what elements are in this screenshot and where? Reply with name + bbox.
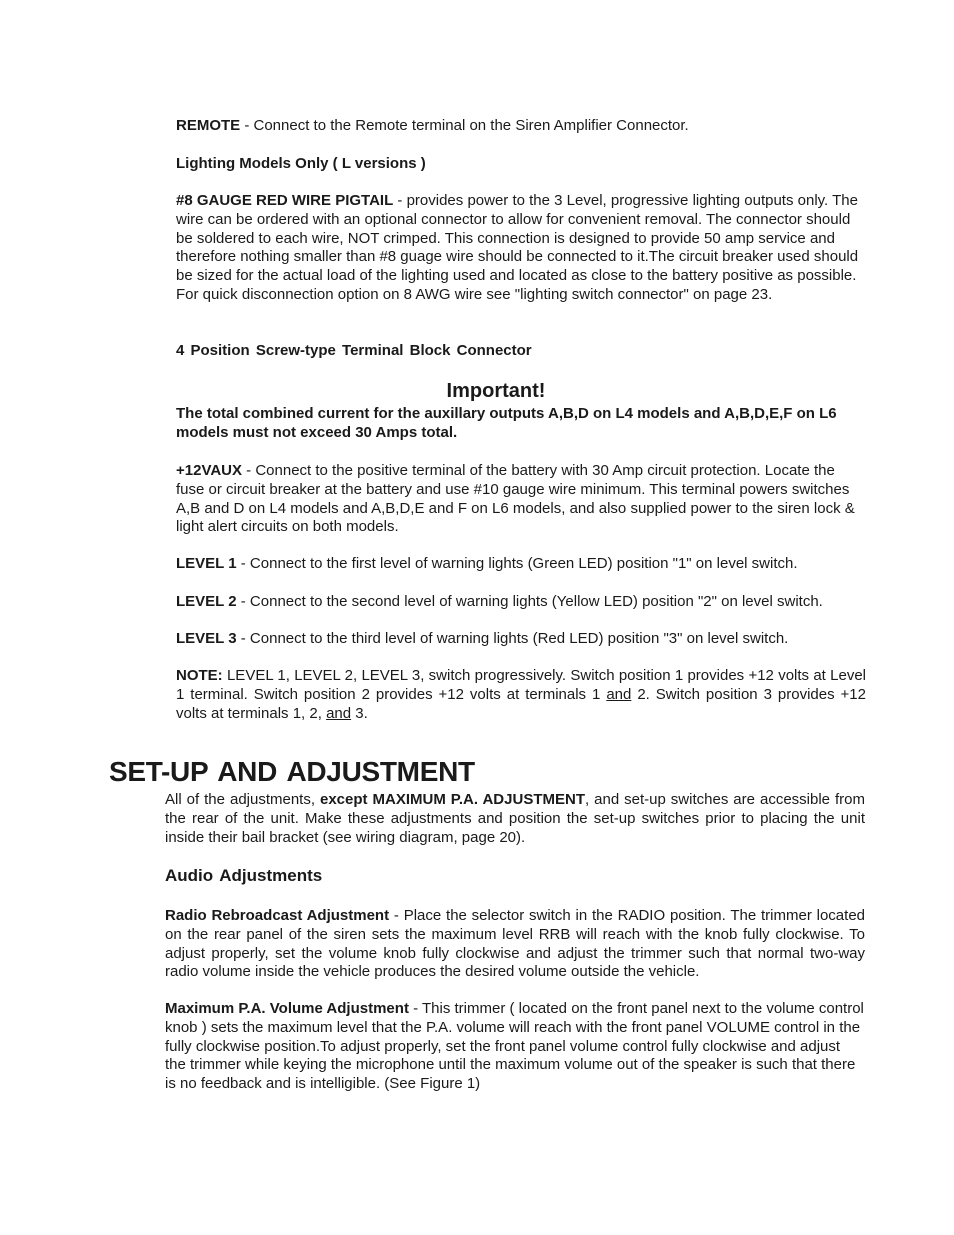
level1-label: LEVEL 1 <box>176 555 237 572</box>
note-label: NOTE: <box>176 667 223 684</box>
pigtail-text: - provides power to the 3 Level, progressive lighting outputs only. The wire can be ordered with an optional connector to allow for convenient removal. The connector should be soldered to each wire, NOT crimped. This connection is designed to provide 50 amp service and therefore nothing smaller than #8 guage wire should be connected to it.The circuit breaker used should be sized for the actual load of the lighting used and located as close to the battery positive as possible. For quick disconnection option on 8 AWG wire see "lighting switch connector" on page 23. <box>176 192 859 303</box>
remote-label: REMOTE <box>176 117 241 134</box>
important-paragraph <box>176 405 866 443</box>
audio-adjustments-heading: Audio Adjustments <box>165 866 323 885</box>
level3-label: LEVEL 3 <box>176 630 237 647</box>
remote-paragraph <box>176 117 866 136</box>
note-and-2: and <box>326 704 352 722</box>
note-paragraph: NOTE: LEVEL 1, LEVEL 2, LEVEL 3, switch progressively. Switch position 1 provides +12 volts at Level 1 terminal. Switch position 2 provides +12 volts at terminals 1 and 2. Switch position 3 provides +12 volts at terminals 1, 2, and 3. <box>176 667 866 722</box>
aux12v-text: - Connect to the positive terminal of the battery with 30 Amp circuit protection. Locate the fuse or circuit breaker at the battery and use #10 gauge wire minimum. This terminal powers switches A,B and D on L4 models and A,B,D,E and F on L6 models, and also supplied power to the siren lock & light alert circuits on both models. <box>176 462 855 536</box>
radio-rebroadcast-paragraph: Radio Rebroadcast Adjustment - Place the selector switch in the RADIO position. The trimmer located on the rear panel of the siren sets the maximum level RRB will reach with the knob fully clockwise. To adjust properly, set the volume knob fully clockwise and adjust the trimmer such that normal two-way radio volume inside the vehicle produces the desired volume outside the vehicle. <box>165 907 865 981</box>
terminal-block-heading: 4 Position Screw-type Terminal Block Connector <box>176 342 532 359</box>
pigtail-label: #8 GAUGE RED WIRE PIGTAIL <box>176 192 394 209</box>
setup-intro-bold: except MAXIMUM P.A. ADJUSTMENT <box>320 791 585 808</box>
lighting-models-heading: Lighting Models Only ( L versions ) <box>176 155 426 172</box>
pigtail-paragraph <box>176 192 866 305</box>
level2-label: LEVEL 2 <box>176 593 237 610</box>
note-and-1: and <box>606 685 632 703</box>
pa-volume-paragraph: Maximum P.A. Volume Adjustment - This trimmer ( located on the front panel next to the volume control knob ) sets the maximum level that the P.A. volume will reach with the front panel VOLUME control in the fully clockwise position.To adjust properly, set the front panel volume control fully clockwise and adjust the trimmer while keying the microphone until the maximum volume out of the speaker is such that there is no feedback and is intelligible. (See Figure 1) <box>165 1000 864 1093</box>
level3-text: - Connect to the third level of warning lights (Red LED) position "3" on level switch. <box>236 630 789 647</box>
level2-paragraph <box>176 593 866 612</box>
level3-paragraph <box>176 630 866 649</box>
level2-text: - Connect to the second level of warning lights (Yellow LED) position "2" on level switch. <box>236 593 823 610</box>
remote-text: - Connect to the Remote terminal on the Siren Amplifier Connector. <box>240 117 689 134</box>
aux12v-label: +12VAUX <box>176 462 243 479</box>
pa-volume-label: Maximum P.A. Volume Adjustment <box>165 1000 409 1017</box>
level1-text: - Connect to the first level of warning lights (Green LED) position "1" on level switch. <box>236 555 798 572</box>
setup-intro-paragraph: All of the adjustments, except MAXIMUM P.A. ADJUSTMENT, and set-up switches are accessible from the rear of the unit. Make these adjustments and position the set-up switches prior to placing the unit inside their bail bracket (see wiring diagram, page 20). <box>165 791 865 846</box>
radio-rebroadcast-label: Radio Rebroadcast Adjustment <box>165 907 390 924</box>
important-heading: Important! <box>446 380 546 402</box>
level1-paragraph <box>176 555 866 574</box>
setup-title: SET-UP AND ADJUSTMENT <box>109 756 475 787</box>
important-text: The total combined current for the auxillary outputs A,B,D on L4 models and A,B,D,E,F on L6 models must not exceed 30 Amps total. <box>176 405 837 441</box>
aux12v-paragraph <box>176 462 866 537</box>
